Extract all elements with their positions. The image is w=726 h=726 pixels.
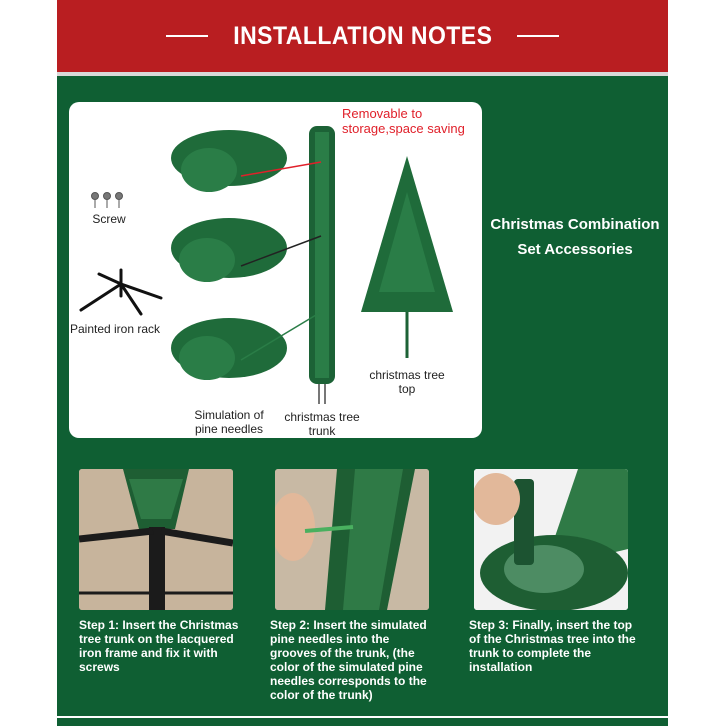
header-banner bbox=[57, 0, 668, 72]
header-divider bbox=[57, 72, 668, 76]
accessories-heading bbox=[482, 212, 668, 262]
screw-label: Screw bbox=[92, 212, 126, 226]
accessories-heading-line2: Set Accessories bbox=[517, 241, 633, 258]
rack-label: Painted iron rack bbox=[69, 322, 161, 336]
step-1-text: Step 1: Insert the Christmas tree trunk on the lacquered iron frame and fix it with screws bbox=[79, 618, 239, 674]
iron-rack-icon bbox=[81, 270, 161, 314]
step-1-photo bbox=[79, 469, 233, 610]
step-2-text: Step 2: Insert the simulated pine needles into the grooves of the trunk, (the color of the simulated pine needles corresponds to the color of the trunk) bbox=[270, 618, 427, 702]
screw-icon bbox=[92, 193, 123, 209]
header-rule-right bbox=[517, 35, 559, 37]
top-label: christmas tree top bbox=[369, 368, 445, 396]
step-2-photo bbox=[275, 469, 429, 610]
step-3-photo bbox=[474, 469, 628, 610]
header-rule-left bbox=[166, 35, 208, 37]
bottom-divider bbox=[57, 716, 668, 718]
accessories-heading-line1: Christmas Combination bbox=[490, 216, 660, 233]
tree-trunk-icon bbox=[309, 126, 335, 404]
trunk-label: christmas tree trunk bbox=[284, 410, 360, 438]
tree-top-icon bbox=[361, 156, 453, 358]
page-title: INSTALLATION NOTES bbox=[232, 21, 493, 50]
installation-panel bbox=[57, 0, 668, 726]
storage-note: Removable to storage,space saving bbox=[342, 106, 465, 136]
accessories-diagram-card bbox=[69, 102, 482, 438]
step-3-text: Step 3: Finally, insert the top of the Christmas tree into the trunk to complete the installation bbox=[469, 618, 636, 674]
needles-label: Simulation of pine needles bbox=[194, 408, 264, 436]
